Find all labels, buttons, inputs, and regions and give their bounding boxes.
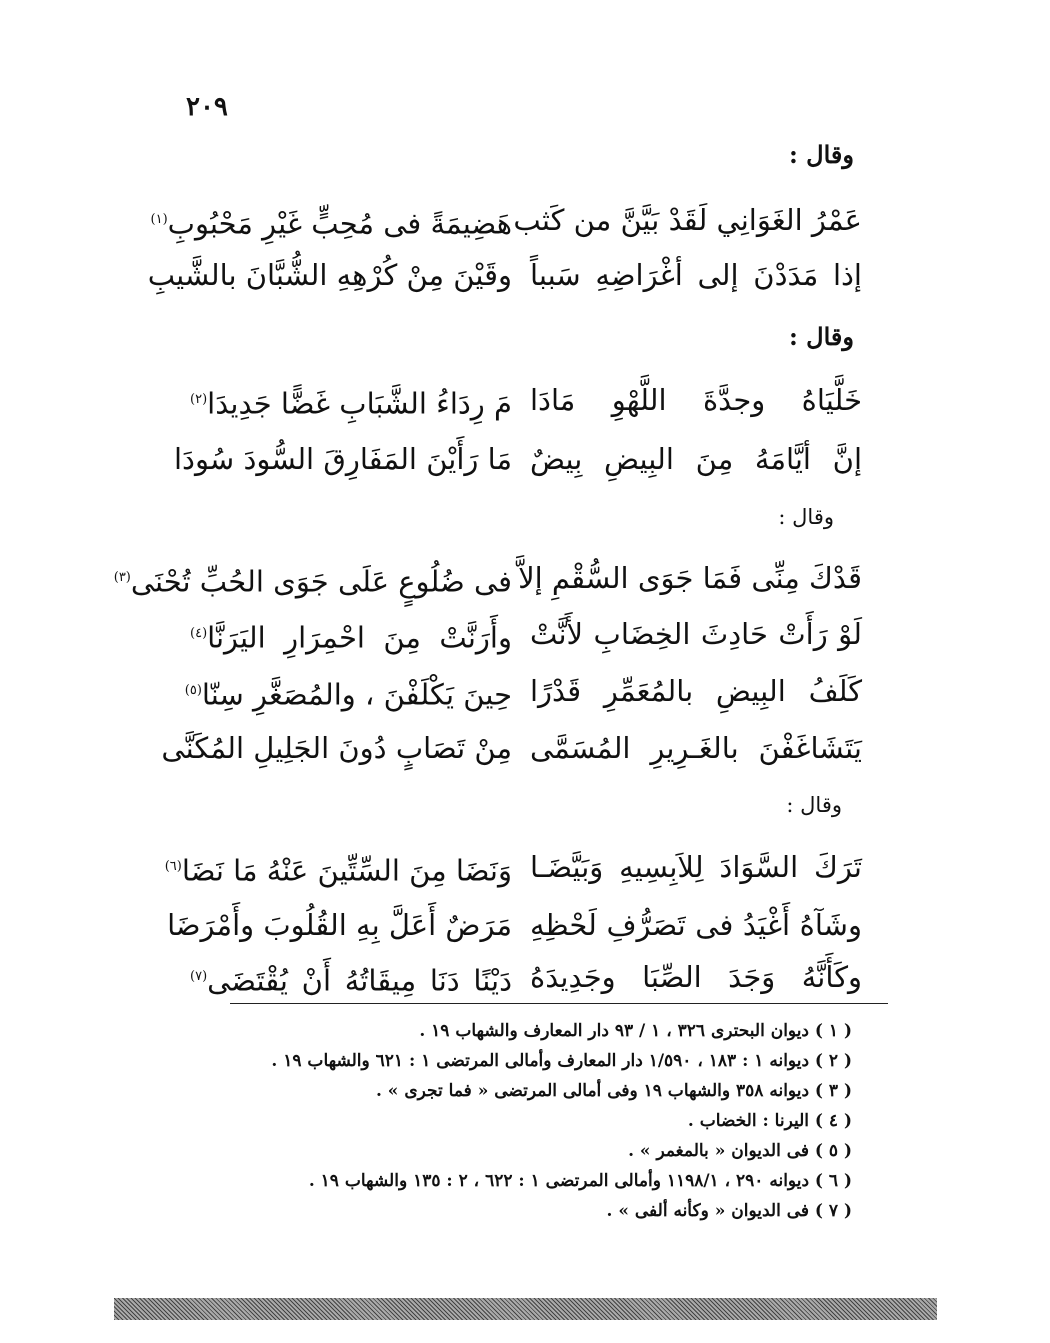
footnote-marker: (٤) (190, 626, 208, 641)
footnotes (192, 1016, 852, 1226)
footnote: ( ٧ ) فى الديوان « وكأنه ألفى » . (606, 1201, 852, 1221)
verse-second-hemistich: مِنْ تَصَابٍ دُونَ الجَلِيلِ المُكَنَّى (161, 731, 512, 765)
verse-second-hemistich (113, 556, 512, 604)
verse-second-hemistich (190, 378, 512, 426)
footnote-marker: (٧) (190, 969, 208, 984)
verse-second-hemistich (184, 669, 512, 717)
hemistich-text: فى ضُلُوعٍ عَلَى جَوَى الحُبِّ تُحْنَى (130, 564, 512, 599)
verse-first-hemistich: وشَآهُ أَغْيَدُ فى تَصَرُّفِ لَحْظِهِ (530, 908, 862, 942)
page-number: ٢٠٩ (186, 92, 228, 122)
verse-first-hemistich: تَرَكَ السَّوَادَ لِلاَبِسِيهِ وَبَيَّضَـا (530, 850, 862, 884)
verse-first-hemistich: كَلَفُ البِيضِ بالمُعَمِّرِ قَدْرًا (530, 674, 862, 708)
verse-second-hemistich: وقَيْنَ مِنْ كُرْهِهِ الشُّبَّانَ بالشَّيبِ (147, 258, 512, 292)
verse-line (184, 669, 862, 719)
verse-second-hemistich (190, 612, 512, 660)
footnote-divider (230, 1003, 888, 1004)
verse-line (190, 612, 862, 662)
verse-first-hemistich: إنَّ أيَّامَهُ مِنَ البِيضِ بِيضٌ (530, 442, 862, 476)
verse-line (161, 726, 862, 776)
verse-second-hemistich: مَرَضٌ أَعَلَّ بِهِ القُلُوبَ وأَمْرَضَا (167, 908, 512, 942)
verse-line (167, 903, 862, 953)
footnote-marker: (١) (150, 212, 168, 227)
section-heading: وقال : (788, 322, 854, 351)
verse-first-hemistich: وكَأَنَّهُ وَجَدَ الصِّبَا وجَدِيدَهُ (530, 960, 862, 994)
footnote-marker: (٣) (113, 570, 131, 585)
footnote-marker: (٥) (184, 683, 202, 698)
footnote: ( ١ ) ديوان البحترى ٣٢٦ ، ١ / ٩٣ دار المعارف والشهاب ١٩ . (419, 1021, 852, 1041)
verse-second-hemistich (164, 845, 512, 893)
verse-line (113, 556, 862, 606)
verse-line (190, 378, 862, 428)
verse-line (173, 437, 862, 487)
verse-line (150, 198, 862, 248)
verse-second-hemistich (150, 198, 512, 246)
section-heading: وقال : (786, 793, 842, 817)
verse-second-hemistich: مَا رَأَيْنَ المَفَارِقَ السُّودَ سُودَا (173, 442, 512, 476)
hemistich-text: وأَرَنَّتْ مِنَ احْمِرَارِ اليَرَنَّا (207, 620, 512, 655)
verse-line (164, 845, 862, 895)
hemistich-text: مَ رِدَاءُ الشَّبَابِ غَضًّا جَدِيدَا (207, 386, 512, 421)
verse-first-hemistich: لَوْ رَأَتْ حَادِثَ الخِضَابِ لأَنَّتْ (530, 617, 862, 651)
verse-line (190, 955, 862, 1005)
footnote: ( ٥ ) فى الديوان « بالمغمر » . (628, 1141, 852, 1161)
footnote-marker: (٢) (190, 392, 208, 407)
footnote: ( ٣ ) ديوانه ٣٥٨ والشهاب ١٩ وفى أمالى المرتضى « فما تجرى » . (375, 1081, 852, 1101)
verse-second-hemistich (190, 955, 512, 1003)
verse-first-hemistich: عَمْرُ الغَوَانِي لَقَدْ بَيَّنَّ من كَثب (513, 203, 862, 237)
footnote: ( ٤ ) اليرنا : الخضاب . (687, 1111, 852, 1131)
verse-line (147, 253, 862, 303)
footnote: ( ٦ ) ديوانه ٢٩٠ ، ١١٩٨/١ وأمالى المرتضى ١ : ٦٢٢ ، ٢ : ١٣٥ والشهاب ١٩ . (308, 1171, 852, 1191)
verse-first-hemistich: قَدْكَ مِنِّى فَمَا جَوَى السُّقْمِ إلاَّ (518, 561, 862, 595)
hemistich-text: دَيْنًا دَنَا مِيقَاتُهُ أَنْ يُقْتَضَى (207, 963, 512, 998)
verse-first-hemistich: يَتَشَاغَفْنَ بالغَـرِيرِ المُسَمَّى (530, 731, 862, 765)
verse-first-hemistich: خَلَّيَاهُ وجدَّةَ اللَّهْوِ مَادَا (530, 383, 862, 417)
scan-edge-band (114, 1298, 937, 1320)
verse-first-hemistich: إذا مَدَدْنَ إلى أغْرَاضِهِ سَبباً (530, 258, 862, 292)
footnote-marker: (٦) (164, 859, 182, 874)
hemistich-text: وَنَضَا مِنَ السِّتِّينَ عَنْهُ مَا نَضَا (181, 853, 512, 888)
hemistich-text: هَضِيمَةً فى مُحِبٍّ غَيْرِ مَحْبُوبِ (167, 206, 512, 241)
section-heading: وقال : (778, 505, 834, 529)
footnote: ( ٢ ) ديوانه ١ : ١٨٣ ، ١/٥٩٠ دار المعارف وأمالى المرتضى ١ : ٦٢١ والشهاب ١٩ . (271, 1051, 852, 1071)
hemistich-text: حِينَ يَكْلَفْنَ ، والمُصَغَّرِ سِنّا (201, 677, 512, 712)
section-heading: وقال : (788, 140, 854, 169)
